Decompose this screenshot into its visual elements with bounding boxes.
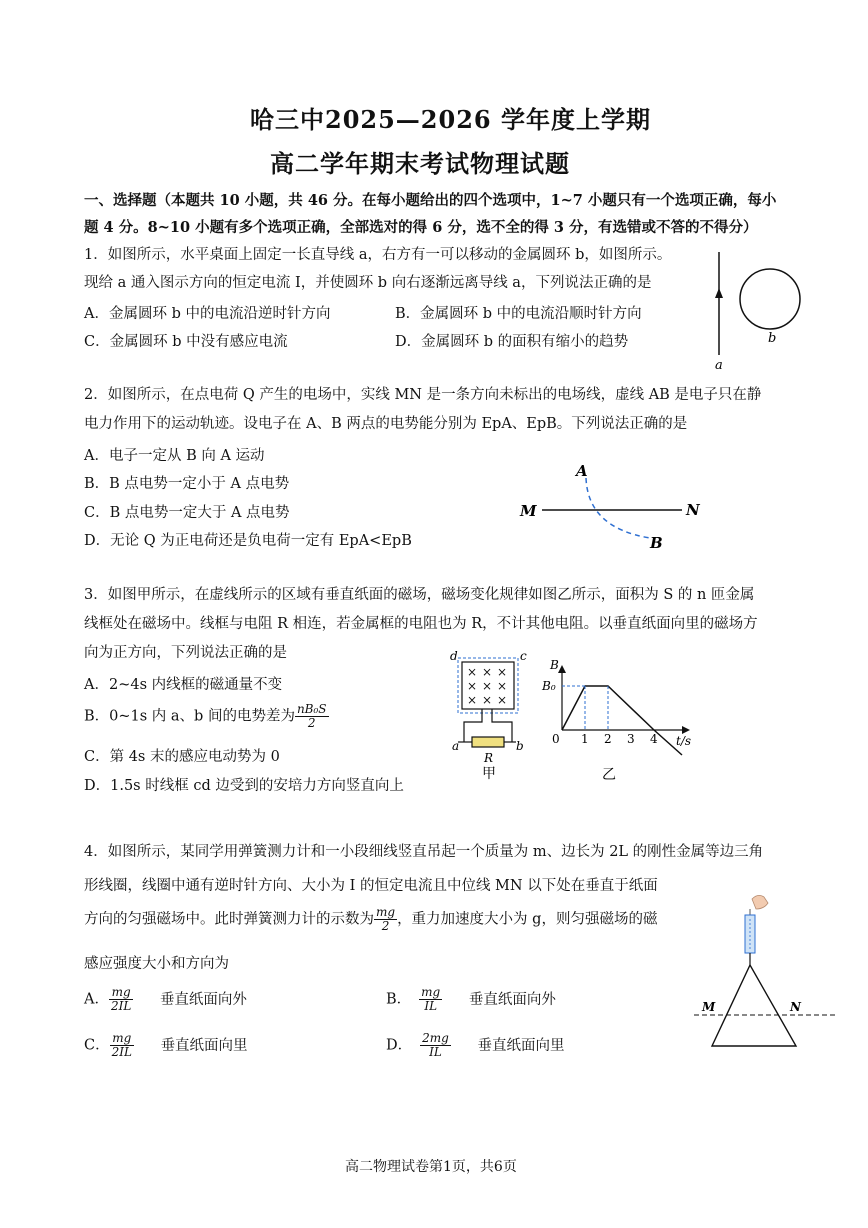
q3-option-b — [84, 703, 329, 730]
label-N: N — [790, 1000, 801, 1014]
tick-4: 4 — [650, 732, 658, 746]
q4-option-b: B． $\frac{mg}{IL}$ 垂直纸面向外 — [386, 985, 556, 1013]
q3-stem-line3: 向为正方向，下列说法正确的是 — [84, 645, 287, 661]
svg-text:×: × — [497, 693, 508, 707]
tick-2: 2 — [604, 732, 612, 746]
label-a: a — [452, 739, 460, 753]
q2-stem-line2: 电力作用下的运动轨迹。设电子在 A、B 两点的电势能分别为 EpA、EpB。下列说法正确的是 — [84, 416, 688, 432]
label-B: B — [650, 534, 663, 552]
svg-text:×: × — [467, 693, 478, 707]
q4-figure — [690, 893, 840, 1058]
page-footer: 高二物理试卷第1页，共6页 — [345, 1159, 517, 1175]
label-B: B — [550, 658, 559, 672]
q2-option-d: D．无论 Q 为正电荷还是负电荷一定有 EpA<EpB — [84, 533, 412, 549]
section-header-line2: 题 4 分。8~10 小题有多个选项正确，全部选对的得 6 分，选不全的得 3 分，有选错或不答的不得分） — [84, 219, 758, 236]
svg-text:×: × — [467, 665, 478, 679]
label-yi: 乙 — [602, 767, 616, 783]
q4-stem-fraction: $\frac{mg}{2}$ — [376, 905, 396, 933]
svg-text:×: × — [467, 679, 478, 693]
triangle-coil — [712, 965, 796, 1046]
label-b: b — [768, 331, 777, 346]
q3-option-b-fraction: $\frac{\text{nB₀S}}{2}$ — [296, 702, 327, 730]
ring-b — [740, 269, 800, 329]
q4-stem-line2: 形线圈，线圈中通有逆时针方向、大小为 I 的恒定电流且中位线 MN 以下处在垂直于纸面 — [84, 878, 658, 894]
q3-option-a: A．2~4s 内线框的磁通量不变 — [84, 677, 283, 693]
section-header-line1: 一、选择题（本题共 10 小题，共 46 分。在每小题给出的四个选项中，1~7 小题只有一个选项正确，每小 — [84, 192, 777, 209]
q1-figure — [700, 240, 820, 375]
resistor-R — [472, 737, 504, 747]
q2-option-b: B．B 点电势一定小于 A 点电势 — [84, 476, 290, 492]
trajectory-ab — [586, 478, 650, 538]
q4-option-a: A． $\frac{mg}{2IL}$ 垂直纸面向外 — [84, 985, 247, 1013]
label-ts: t/s — [676, 734, 692, 748]
label-d: d — [450, 650, 458, 663]
q2-stem-line1: 2．如图所示，在点电荷 Q 产生的电场中，实线 MN 是一条方向未标出的电场线，虚线 AB 是电子只在静 — [84, 387, 762, 403]
q4-option-d: D． $\frac{2mg}{IL}$ 垂直纸面向里 — [386, 1031, 565, 1059]
q4-stem-line4: 感应强度大小和方向为 — [84, 956, 229, 972]
label-M: M — [520, 502, 537, 520]
q3-option-c: C．第 4s 末的感应电动势为 0 — [84, 749, 280, 765]
q3-figure-jia — [446, 650, 536, 785]
q2-figure — [510, 458, 710, 553]
q1-option-c: C．金属圆环 b 中没有感应电流 — [84, 334, 288, 350]
q3-stem-line2: 线框处在磁场中。线框与电阻 R 相连，若金属框的电阻也为 R，不计其他电阻。以垂直纸面向里的磁场方 — [84, 616, 758, 632]
svg-text:×: × — [482, 693, 493, 707]
q3-option-d: D．1.5s 时线框 cd 边受到的安培力方向竖直向上 — [84, 778, 404, 794]
q1-option-d: D．金属圆环 b 的面积有缩小的趋势 — [395, 334, 629, 350]
label-N: N — [686, 501, 700, 519]
title-line1: 哈三中2025—2026 学年度上学期 — [250, 105, 651, 134]
q2-option-c: C．B 点电势一定大于 A 点电势 — [84, 505, 290, 521]
label-b: b — [516, 739, 524, 753]
q1-option-a: A．金属圆环 b 中的电流沿逆时针方向 — [84, 306, 331, 322]
label-a: a — [715, 358, 723, 373]
tick-1: 1 — [581, 732, 589, 746]
q4-option-c: C． $\frac{mg}{2IL}$ 垂直纸面向里 — [84, 1031, 248, 1059]
q4-stem-line1: 4．如图所示，某同学用弹簧测力计和一小段细线竖直吊起一个质量为 m、边长为 2L 的刚性金属等边三角 — [84, 844, 764, 860]
q4-stem-line3: 方向的匀强磁场中。此时弹簧测力计的示数为 $\frac{mg}{2}$ ，重力加速度大小为 g，则匀强磁场的磁 — [84, 905, 658, 933]
label-A: A — [576, 462, 588, 480]
q1-option-b: B．金属圆环 b 中的电流沿顺时针方向 — [395, 306, 642, 322]
q3-option-b-text: B．0~1s 内 a、b 间的电势差为 — [84, 708, 295, 725]
hand-icon — [752, 895, 768, 909]
q3-figure-yi — [540, 655, 700, 785]
svg-text:×: × — [482, 679, 493, 693]
svg-text:×: × — [497, 679, 508, 693]
q3-stem-line1: 3．如图甲所示，在虚线所示的区域有垂直纸面的磁场，磁场变化规律如图乙所示，面积为 S 的 n 匝金属 — [84, 587, 755, 603]
label-R: R — [484, 751, 494, 765]
tick-0: 0 — [552, 732, 560, 746]
field-crosses — [467, 665, 507, 707]
label-M: M — [702, 1000, 716, 1014]
svg-text:×: × — [497, 665, 508, 679]
b-curve — [562, 686, 682, 755]
title-line2: 高二学年期末考试物理试题 — [270, 149, 570, 178]
current-arrow-icon — [715, 288, 723, 298]
label-B0: B₀ — [542, 679, 556, 693]
q1-stem-line2: 现给 a 通入图示方向的恒定电流 I，并使圆环 b 向右逐渐远离导线 a，下列说法正确的是 — [84, 275, 652, 291]
label-c: c — [520, 650, 527, 663]
svg-text:×: × — [482, 665, 493, 679]
label-jia: 甲 — [482, 766, 496, 782]
q2-option-a: A．电子一定从 B 向 A 运动 — [84, 448, 265, 464]
tick-3: 3 — [627, 732, 635, 746]
q1-stem-line1: 1．如图所示，水平桌面上固定一长直导线 a，右方有一可以移动的金属圆环 b，如图所示。 — [84, 247, 672, 263]
